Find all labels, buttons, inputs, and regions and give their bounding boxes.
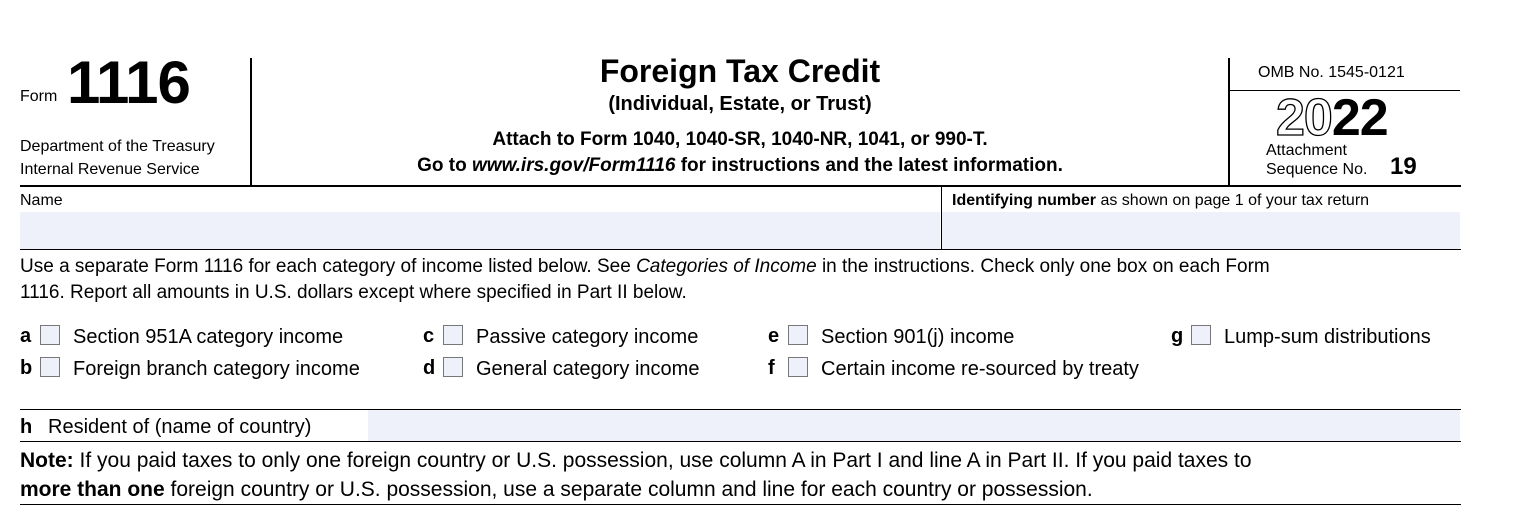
name-label: Name [20, 192, 63, 209]
option-letter: b [20, 357, 33, 379]
identifying-number-label-bold: Identifying number [952, 192, 1096, 209]
goto-suffix: for instructions and the latest information. [675, 155, 1063, 176]
category-option-c[interactable] [423, 324, 743, 350]
note-line2 [20, 475, 1093, 504]
name-row-bottom-rule [20, 249, 1461, 250]
option-letter: a [20, 325, 32, 347]
option-letter: g [1171, 325, 1184, 347]
tax-year-prefix: 20 [1276, 89, 1332, 147]
note-text1: If you paid taxes to only one foreign country or U.S. possession, use column A in Part I and line A in Part II. If you paid taxes to [73, 449, 1252, 472]
category-a-checkbox[interactable] [40, 325, 60, 345]
header-divider-right [1228, 58, 1230, 186]
header-bottom-rule [20, 185, 1461, 187]
note-emphasis: more than one [20, 478, 165, 501]
category-option-g[interactable] [1171, 324, 1461, 350]
category-c-checkbox[interactable] [443, 325, 463, 345]
form-subtitle: (Individual, Estate, or Trust) [608, 93, 872, 115]
option-label: Foreign branch category income [73, 358, 360, 380]
sequence-label: Sequence No. [1266, 161, 1368, 178]
instructions-line2: 1116. Report all amounts in U.S. dollars except where specified in Part II below. [20, 282, 687, 303]
goto-instruction [252, 155, 1228, 177]
option-label: Section 901(j) income [821, 326, 1015, 348]
option-letter: d [423, 357, 436, 379]
note-text2: foreign country or U.S. possession, use a separate column and line for each country or possession. [164, 478, 1093, 501]
option-letter: e [768, 325, 780, 347]
note-bottom-rule [20, 504, 1461, 505]
category-g-checkbox[interactable] [1191, 325, 1211, 345]
omb-number: OMB No. 1545-0121 [1258, 64, 1405, 81]
category-option-f[interactable] [768, 356, 1168, 382]
sequence-number: 19 [1390, 153, 1417, 180]
identifying-number-label [952, 192, 1369, 210]
form-word: Form [20, 88, 58, 105]
category-e-checkbox[interactable] [788, 325, 808, 345]
tax-year-suffix: 22 [1331, 89, 1388, 147]
irs-url-link[interactable]: www.irs.gov/Form1116 [472, 155, 676, 176]
category-option-a[interactable] [20, 324, 400, 350]
form-title: Foreign Tax Credit [599, 53, 881, 89]
option-label: Section 951A category income [73, 326, 344, 348]
service-name: Internal Revenue Service [20, 161, 200, 178]
goto-prefix: Go to [417, 155, 473, 176]
option-label: Certain income re-sourced by treaty [821, 358, 1139, 380]
attach-instruction: Attach to Form 1040, 1040-SR, 1040-NR, 1041, or 990-T. [492, 129, 988, 150]
name-field[interactable] [20, 212, 940, 249]
option-label: Passive category income [476, 326, 699, 348]
identifying-number-field[interactable] [942, 212, 1460, 249]
residence-bottom-rule [20, 441, 1461, 442]
option-label: General category income [476, 358, 700, 380]
category-option-b[interactable] [20, 356, 400, 382]
instructions-part2: in the instructions. Check only one box on each Form [816, 256, 1270, 277]
attachment-label: Attachment [1266, 142, 1347, 159]
note-line1 [20, 446, 1470, 475]
category-d-checkbox[interactable] [443, 357, 463, 377]
form-number: 1116 [67, 49, 190, 116]
instructions-line1 [20, 254, 1460, 280]
identifying-number-label-rest: as shown on page 1 of your tax return [1096, 192, 1370, 209]
note-label: Note: [20, 449, 74, 472]
department-name: Department of the Treasury [20, 138, 215, 155]
instructions-italic: Categories of Income [636, 256, 817, 277]
option-letter: f [768, 357, 775, 379]
instructions-part1: Use a separate Form 1116 for each category of income listed below. See [20, 256, 637, 277]
option-letter: c [423, 325, 435, 347]
residence-country-field[interactable] [368, 410, 1460, 441]
category-option-d[interactable] [423, 356, 743, 382]
option-label: Lump-sum distributions [1224, 326, 1431, 348]
tax-year [1276, 88, 1388, 148]
category-f-checkbox[interactable] [788, 357, 808, 377]
residence-letter: h [20, 416, 33, 438]
category-option-e[interactable] [768, 324, 1168, 350]
residence-label: Resident of (name of country) [48, 416, 312, 438]
category-b-checkbox[interactable] [40, 357, 60, 377]
